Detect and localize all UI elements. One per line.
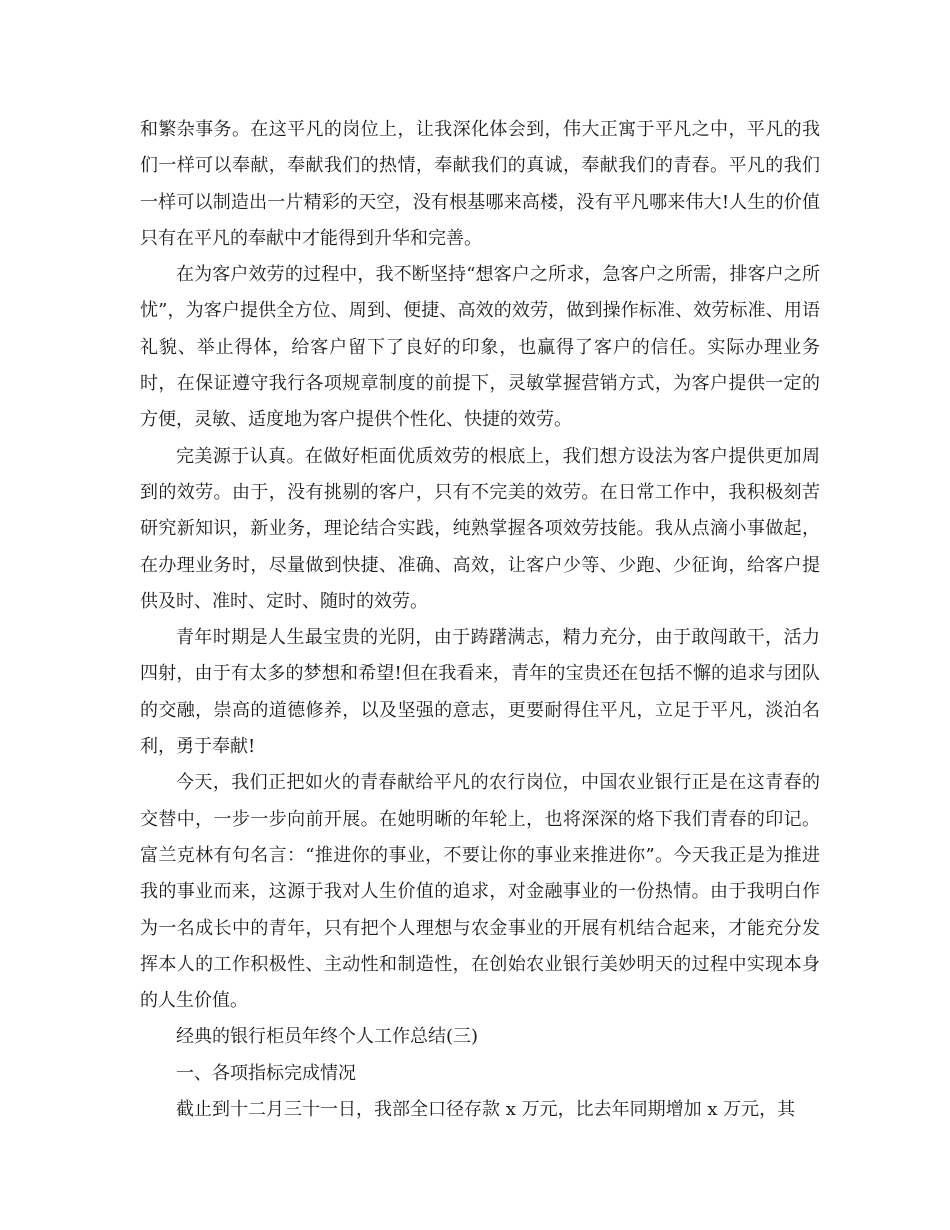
paragraph-6: 截止到十二月三十一日，我部全口径存款 x 万元，比去年同期增加 x 万元，其 xyxy=(176,1099,796,1121)
paragraph-1: 和繁杂事务。在这平凡的岗位上，让我深化体会到，伟大正寓于平凡之中，平凡的我们一样可以奉献，奉献我们的热情，奉献我们的真诚，奉献我们的青春。平凡的我们一样可以制造出一片精彩的天空，没有根基哪来高楼，没有平凡哪来伟大!人生的价值只有在平凡的奉献中才能得到升华和完善。 xyxy=(140,119,820,249)
paragraph-5: 今天，我们正把如火的青春献给平凡的农行岗位，中国农业银行正是在这青春的交替中，一步一步向前开展。在她明晰的年轮上，也将深深的烙下我们青春的印记。富兰克林有句名言：“推进你的事业，不要让你的事业来推进你”。今天我正是为推进我的事业而来，这源于我对人生价值的追求，对金融事业的一份热情。由于我明白作为一名成长中的青年，只有把个人理想与农金事业的开展有机结合起来，才能充分发挥本人的工作积极性、主动性和制造性，在创始农业银行美妙明天的过程中实现本身的人生价值。 xyxy=(140,772,820,1012)
paragraph-2: 在为客户效劳的过程中，我不断坚持“想客户之所求，急客户之所需，排客户之所忧”，为客户提供全方位、周到、便捷、高效的效劳，做到操作标准、效劳标准、用语礼貌、举止得体，给客户留下了良好的印象，也赢得了客户的信任。实际办理业务时，在保证遵守我行各项规章制度的前提下，灵敏掌握营销方式，为客户提供一定的方便，灵敏、适度地为客户提供个性化、快捷的效劳。 xyxy=(140,264,820,431)
subheading: 一、各项指标完成情况 xyxy=(176,1062,356,1084)
paragraph-4: 青年时期是人生最宝贵的光阴，由于踌躇满志，精力充分，由于敢闯敢干，活力四射，由于有太多的梦想和希望!但在我看来，青年的宝贵还在包括不懈的追求与团队的交融，崇高的道德修养，以及坚强的意志，更要耐得住平凡，立足于平凡，淡泊名利，勇于奉献! xyxy=(140,627,820,758)
section-title: 经典的银行柜员年终个人工作总结(三) xyxy=(176,1026,479,1048)
paragraph-3: 完美源于认真。在做好柜面优质效劳的根底上，我们想方设法为客户提供更加周到的效劳。由于，没有挑剔的客户，只有不完美的效劳。在日常工作中，我积极刻苦研究新知识，新业务，理论结合实践，纯熟掌握各项效劳技能。我从点滴小事做起，在办理业务时，尽量做到快捷、准确、高效，让客户少等、少跑、少征询，给客户提供及时、准时、定时、随时的效劳。 xyxy=(140,445,820,612)
document-body xyxy=(140,112,820,1128)
